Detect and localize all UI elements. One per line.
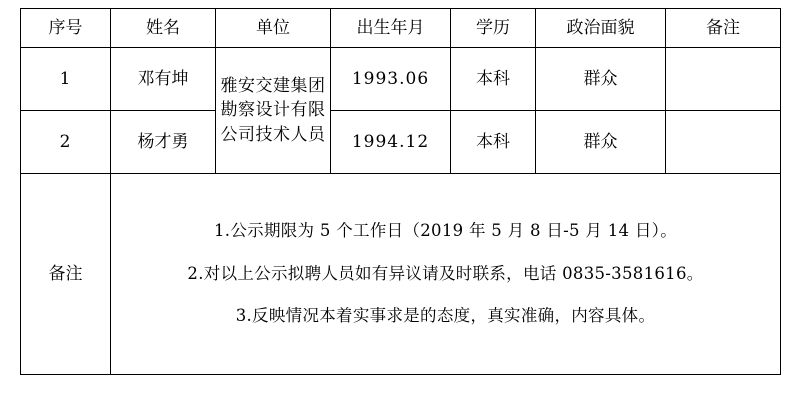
- cell-remark: [666, 48, 781, 111]
- personnel-table: [20, 8, 781, 375]
- cell-index: 1: [21, 48, 111, 111]
- column-header-political: 政治面貌: [536, 9, 666, 48]
- table-row: [21, 48, 781, 111]
- table-header-row: [21, 9, 781, 48]
- column-header-birth: 出生年月: [331, 9, 451, 48]
- cell-name: 杨才勇: [111, 111, 216, 174]
- notes-content: [111, 174, 781, 375]
- table-header: [21, 9, 781, 48]
- column-header-education: 学历: [451, 9, 536, 48]
- cell-education: 本科: [451, 48, 536, 111]
- notes-label: 备注: [21, 174, 111, 375]
- cell-political: 群众: [536, 48, 666, 111]
- note-item: 3.反映情况本着实事求是的态度，真实准确，内容具体。: [235, 306, 656, 326]
- column-header-name: 姓名: [111, 9, 216, 48]
- unit-text: 雅安交建集团勘察设计有限公司技术人员: [220, 75, 326, 145]
- column-header-index: 序号: [21, 9, 111, 48]
- cell-birth: 1993.06: [331, 48, 451, 111]
- cell-remark: [666, 111, 781, 174]
- table-row: [21, 111, 781, 174]
- table-body: [21, 48, 781, 375]
- note-item: 2.对以上公示拟聘人员如有异议请及时联系，电话 0835-3581616。: [187, 263, 704, 283]
- cell-political: 群众: [536, 111, 666, 174]
- column-header-unit: 单位: [216, 9, 331, 48]
- cell-education: 本科: [451, 111, 536, 174]
- cell-name: 邓有坤: [111, 48, 216, 111]
- cell-unit-merged: [216, 48, 331, 174]
- column-header-remark: 备注: [666, 9, 781, 48]
- cell-index: 2: [21, 111, 111, 174]
- cell-birth: 1994.12: [331, 111, 451, 174]
- document-page: [0, 8, 800, 408]
- notes-row: [21, 174, 781, 375]
- note-item: 1.公示期限为 5 个工作日（2019 年 5 月 8 日-5 月 14 日）。: [214, 220, 677, 240]
